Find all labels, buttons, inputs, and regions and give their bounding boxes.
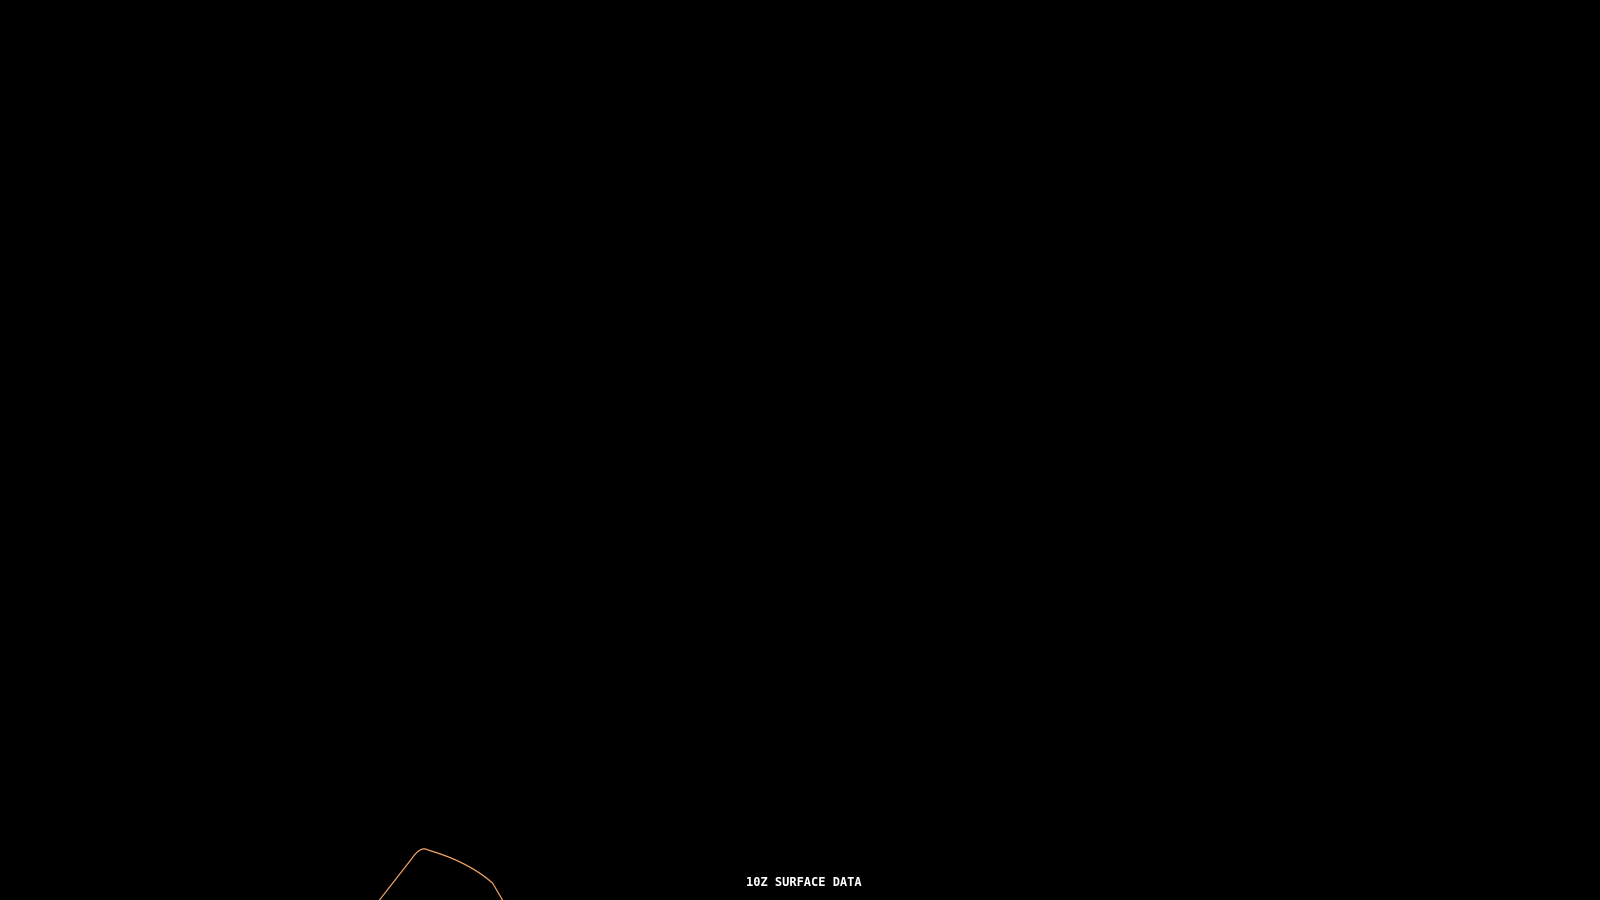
map-boundary-line bbox=[380, 849, 503, 900]
surface-data-title: 10Z SURFACE DATA bbox=[746, 875, 862, 889]
